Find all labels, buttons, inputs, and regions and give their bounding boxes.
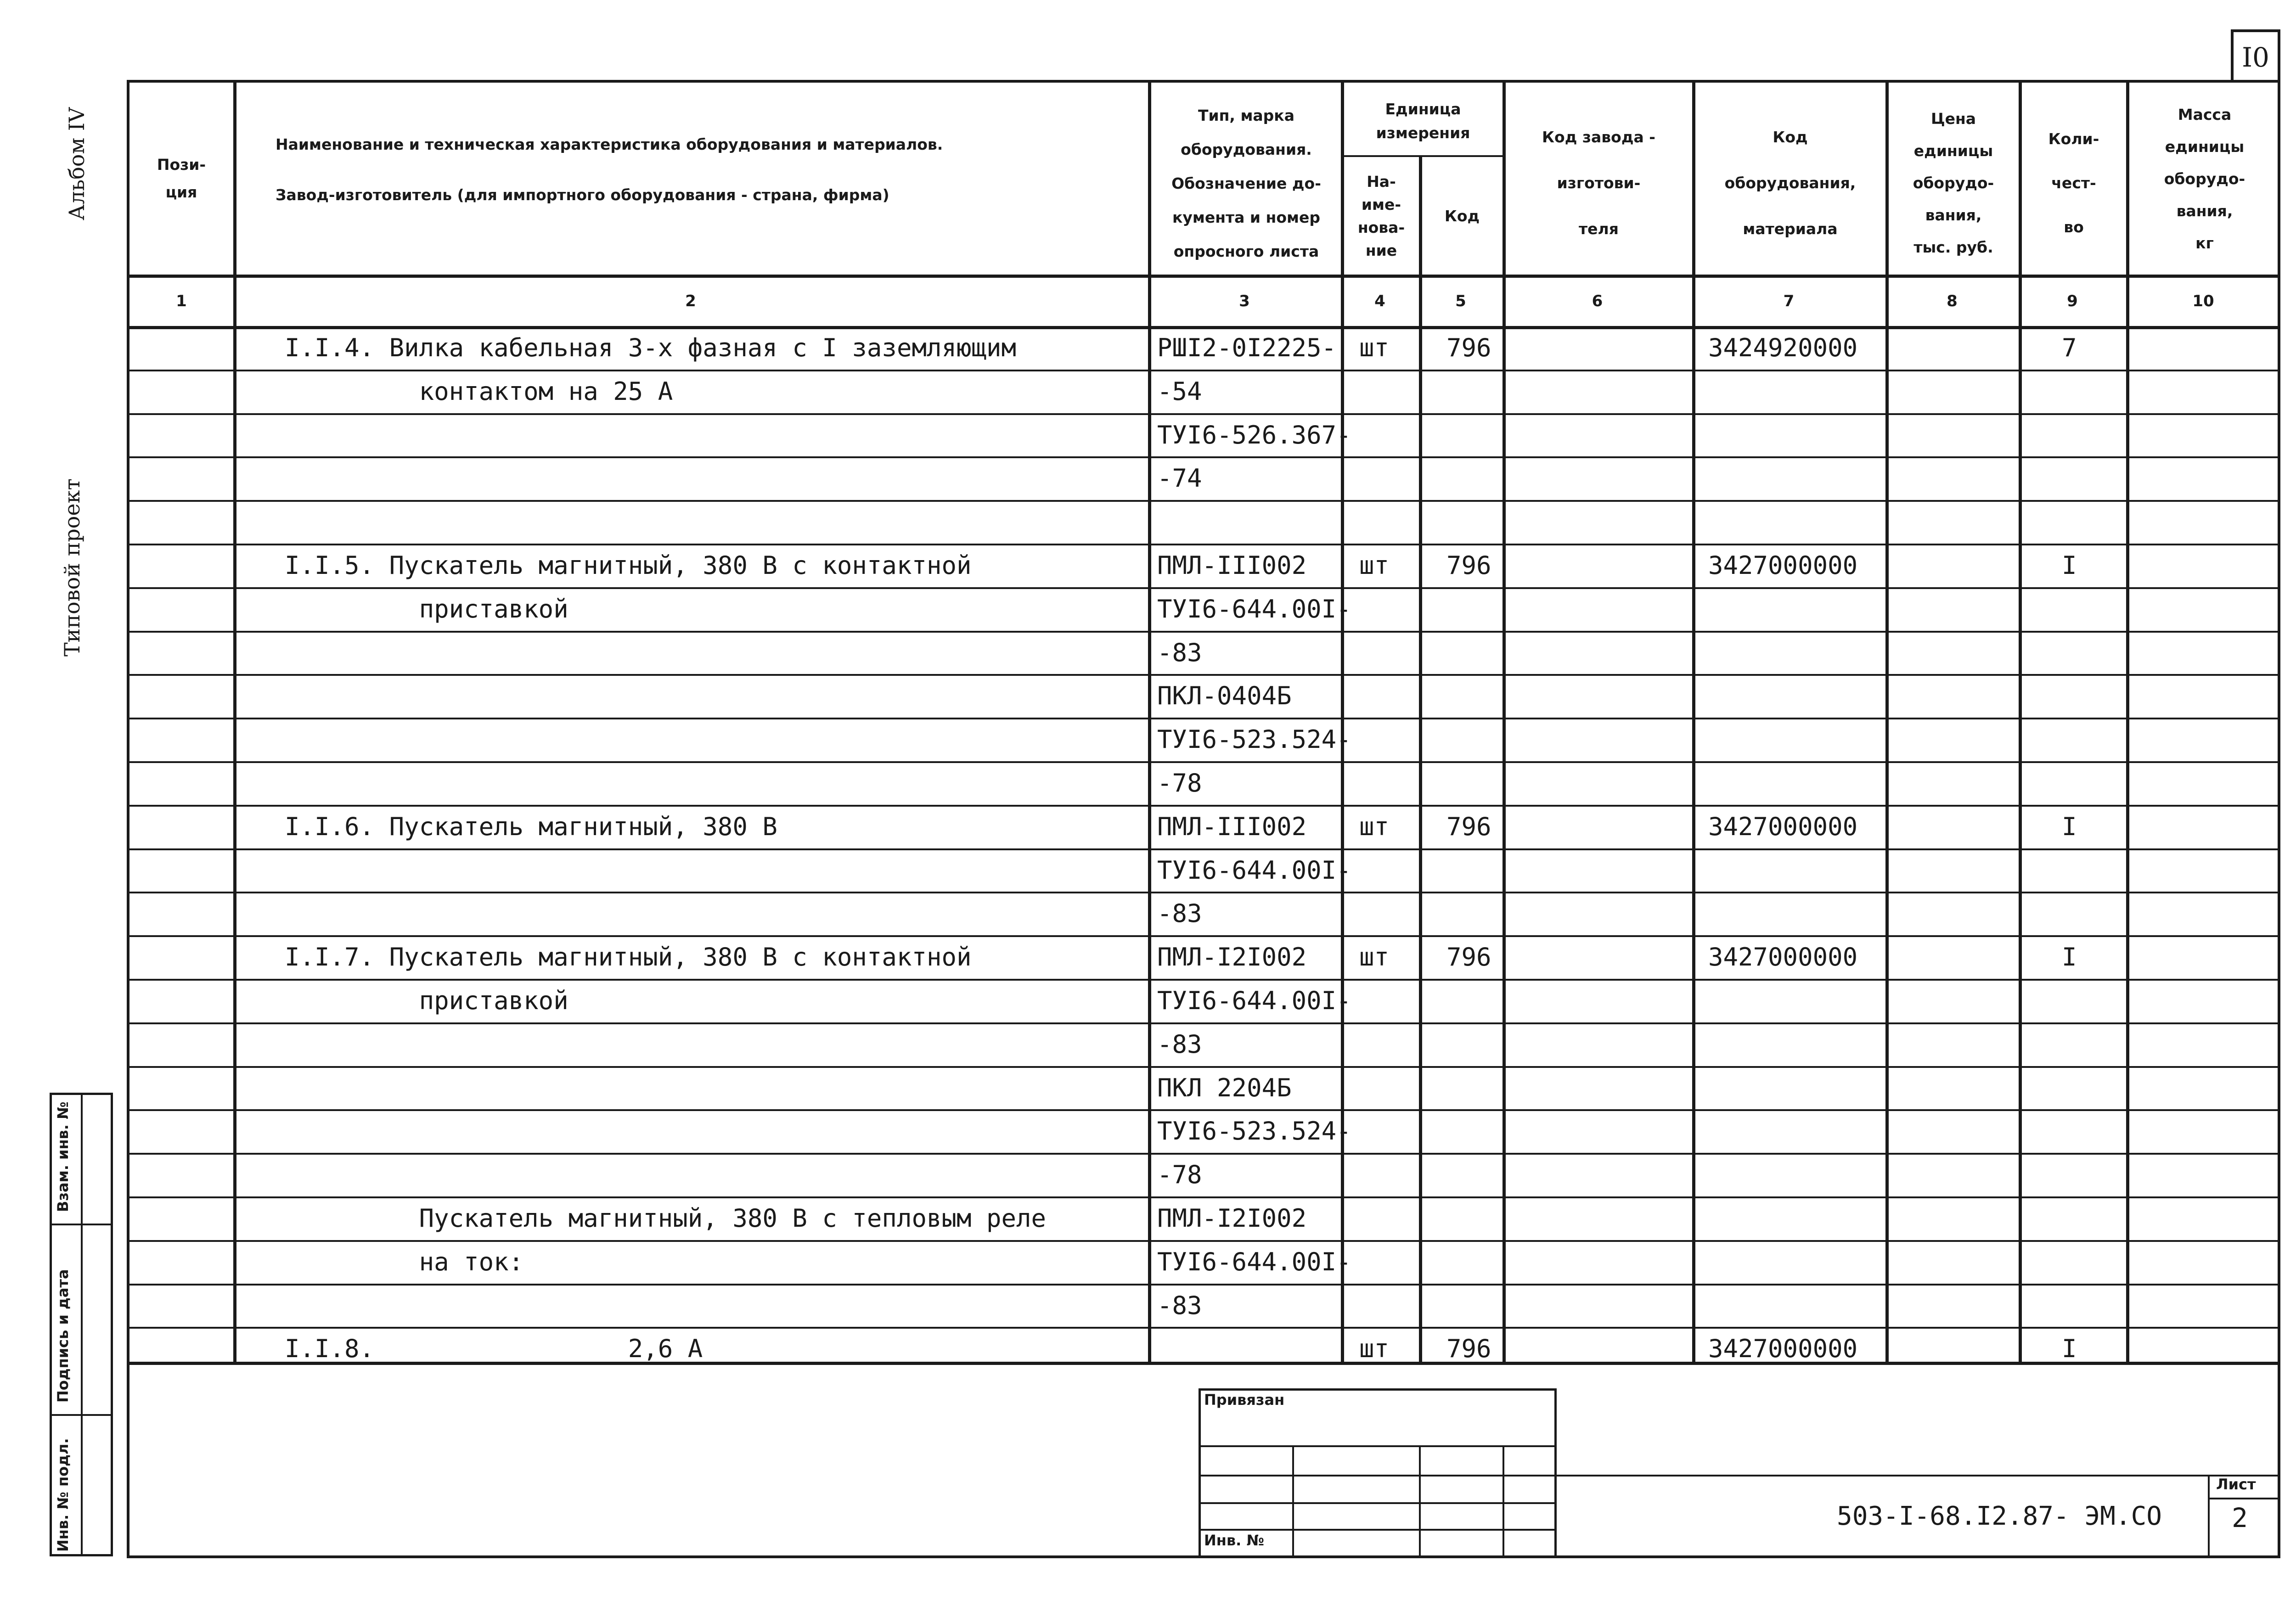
row-type-cell: -83 [1157,638,1202,667]
header-mass: Масса единицы оборудо- вания, кг [2164,106,2245,252]
row-type-cell: ПКЛ-0404Б [1157,681,1292,710]
row-name-cell: I.I.4. Вилка кабельная 3-х фазная с I заземляющим [285,333,1017,362]
colnum-8: 8 [1947,292,1958,310]
attached-label: Привязан [1204,1391,1285,1409]
row-unit-code-cell: 796 [1446,943,1491,971]
row-separator [127,587,2280,589]
colnum-bottom-line [127,326,2280,329]
row-type-cell: ПКЛ 2204Б [1157,1073,1292,1102]
row-type-cell: -83 [1157,1030,1202,1059]
row-separator [127,935,2280,937]
row-name-cell: I.I.5. Пускатель магнитный, 380 В с контактной [285,551,972,580]
sheet-cell-line [2208,1498,2280,1499]
row-name-cell: на ток: [285,1247,524,1276]
row-equipment-code-cell: 3427000000 [1708,1334,1858,1363]
header-name-line2: Завод-изготовитель (для импортного оборудования - страна, фирма) [276,186,889,204]
row-unit-code-cell: 796 [1446,1334,1491,1363]
row-type-cell: ТУI6-526.367- [1157,421,1351,449]
row-separator [127,1066,2280,1068]
row-separator [127,892,2280,893]
row-separator [127,805,2280,807]
row-unit-code-cell: 796 [1446,812,1491,841]
header-bottom-line [127,275,2280,278]
stamp-cell-signature-date: Подпись и дата [54,1269,72,1403]
row-equipment-code-cell: 3427000000 [1708,943,1858,971]
row-equipment-code-cell: 3427000000 [1708,551,1858,580]
sheet-cell-divider [2208,1475,2210,1558]
header-unit-code: Код [1444,207,1480,225]
row-type-cell: -54 [1157,377,1202,406]
row-separator [127,544,2280,545]
row-separator [127,1153,2280,1155]
colnum-3: 3 [1239,292,1250,310]
row-separator [127,456,2280,458]
row-separator [127,674,2280,676]
colnum-1: 1 [176,292,187,310]
row-type-cell: -78 [1157,769,1202,797]
row-name-cell: приставкой [285,595,568,623]
header-equipment-code: Код оборудования, материала [1724,128,1856,238]
row-name-cell: I.I.7. Пускатель магнитный, 380 В с контактной [285,943,972,971]
header-position: Пози- ция [157,156,206,201]
header-type: Тип, марка оборудования. Обозначение до- кумента и номер опросного листа [1171,107,1321,260]
sheet-label: Лист [2216,1476,2256,1493]
attach-vline-2 [1419,1445,1421,1558]
row-unit-code-cell: 796 [1446,333,1491,362]
left-stamp-sep-2 [50,1414,113,1416]
row-type-cell: ТУI6-644.00I- [1157,986,1351,1015]
row-name-cell: I.I.8. 2,6 А [285,1334,703,1363]
row-separator [127,718,2280,719]
row-separator [127,370,2280,371]
header-unit-price: Цена единицы оборудо- вания, тыс. руб. [1913,110,1994,256]
row-quantity-cell: I [2062,812,2077,841]
colnum-7: 7 [1783,292,1795,310]
row-separator [127,500,2280,502]
row-separator [127,761,2280,763]
row-separator [127,1284,2280,1286]
row-quantity-cell: I [2062,943,2077,971]
row-quantity-cell: 7 [2062,333,2077,362]
row-type-cell: -83 [1157,1291,1202,1320]
colnum-2: 2 [685,292,696,310]
col-divider-2 [1148,80,1151,1363]
row-quantity-cell: I [2062,551,2077,580]
left-stamp-divider [81,1093,83,1556]
attach-vline-3 [1503,1445,1504,1558]
colnum-4: 4 [1374,292,1385,310]
row-separator [127,979,2280,981]
row-type-cell: ТУI6-644.00I- [1157,1247,1351,1276]
row-type-cell: ТУI6-523.524- [1157,725,1351,754]
row-name-cell: I.I.6. Пускатель магнитный, 380 В [285,812,777,841]
row-unit-cell: шт [1359,943,1390,971]
colnum-5: 5 [1455,292,1466,310]
document-code: 503-I-68.I2.87- ЭМ.СО [1837,1501,2162,1531]
row-type-cell: -74 [1157,464,1202,493]
row-unit-cell: шт [1359,551,1390,580]
stamp-cell-orig-inv: Инв. № подл. [54,1438,72,1552]
row-type-cell: ТУI6-644.00I- [1157,856,1351,885]
row-unit-cell: шт [1359,812,1390,841]
header-name-line1: Наименование и техническая характеристика оборудования и материалов. [276,135,943,153]
colnum-10: 10 [2192,292,2214,310]
row-unit-cell: шт [1359,1334,1390,1363]
album-label: Альбом IV [64,107,89,220]
col-divider-1 [233,80,236,1363]
row-separator [127,1022,2280,1024]
row-name-cell: контактом на 25 А [285,377,673,406]
page-number: I0 [2231,29,2280,83]
row-type-cell: ПМЛ-III002 [1157,812,1307,841]
row-type-cell: ПМЛ-III002 [1157,551,1307,580]
row-type-cell: ТУI6-523.524- [1157,1117,1351,1145]
inv-number-label: Инв. № [1204,1532,1264,1549]
row-separator [127,631,2280,633]
stamp-cell-replace-inv: Взам. инв. № [54,1101,72,1212]
left-stamp-sep-1 [50,1224,113,1225]
row-separator [127,1109,2280,1111]
header-plant-code: Код завода - изготови- теля [1542,128,1655,238]
project-label: Типовой проект [60,478,84,657]
row-type-cell: -83 [1157,899,1202,928]
colnum-9: 9 [2067,292,2078,310]
row-type-cell: ТУI6-644.00I- [1157,595,1351,623]
row-type-cell: -78 [1157,1160,1202,1189]
row-type-cell: ПМЛ-I2I002 [1157,1204,1307,1233]
row-quantity-cell: I [2062,1334,2077,1363]
row-unit-cell: шт [1359,333,1390,362]
row-separator [127,1240,2280,1242]
row-type-cell: ПМЛ-I2I002 [1157,943,1307,971]
row-separator [127,848,2280,850]
row-name-cell: приставкой [285,986,568,1015]
header-unit-name: На- име- нова- ние [1357,173,1405,259]
sheet-number: 2 [2232,1502,2248,1533]
header-quantity: Коли- чест- во [2048,130,2099,236]
row-separator [127,413,2280,415]
col-divider-4 [1419,155,1422,1363]
row-equipment-code-cell: 3427000000 [1708,812,1858,841]
row-type-cell: РШI2-0I2225- [1157,333,1337,362]
header-unit-group: Единица измерения [1376,100,1470,142]
col-divider-9 [2126,80,2129,1363]
row-separator [127,1196,2280,1198]
title-block-top-line [1557,1475,2280,1476]
attach-vline-1 [1292,1445,1294,1558]
colnum-6: 6 [1592,292,1603,310]
row-separator [127,1327,2280,1329]
row-name-cell: Пускатель магнитный, 380 В с тепловым реле [285,1204,1047,1233]
row-unit-code-cell: 796 [1446,551,1491,580]
row-equipment-code-cell: 3424920000 [1708,333,1858,362]
